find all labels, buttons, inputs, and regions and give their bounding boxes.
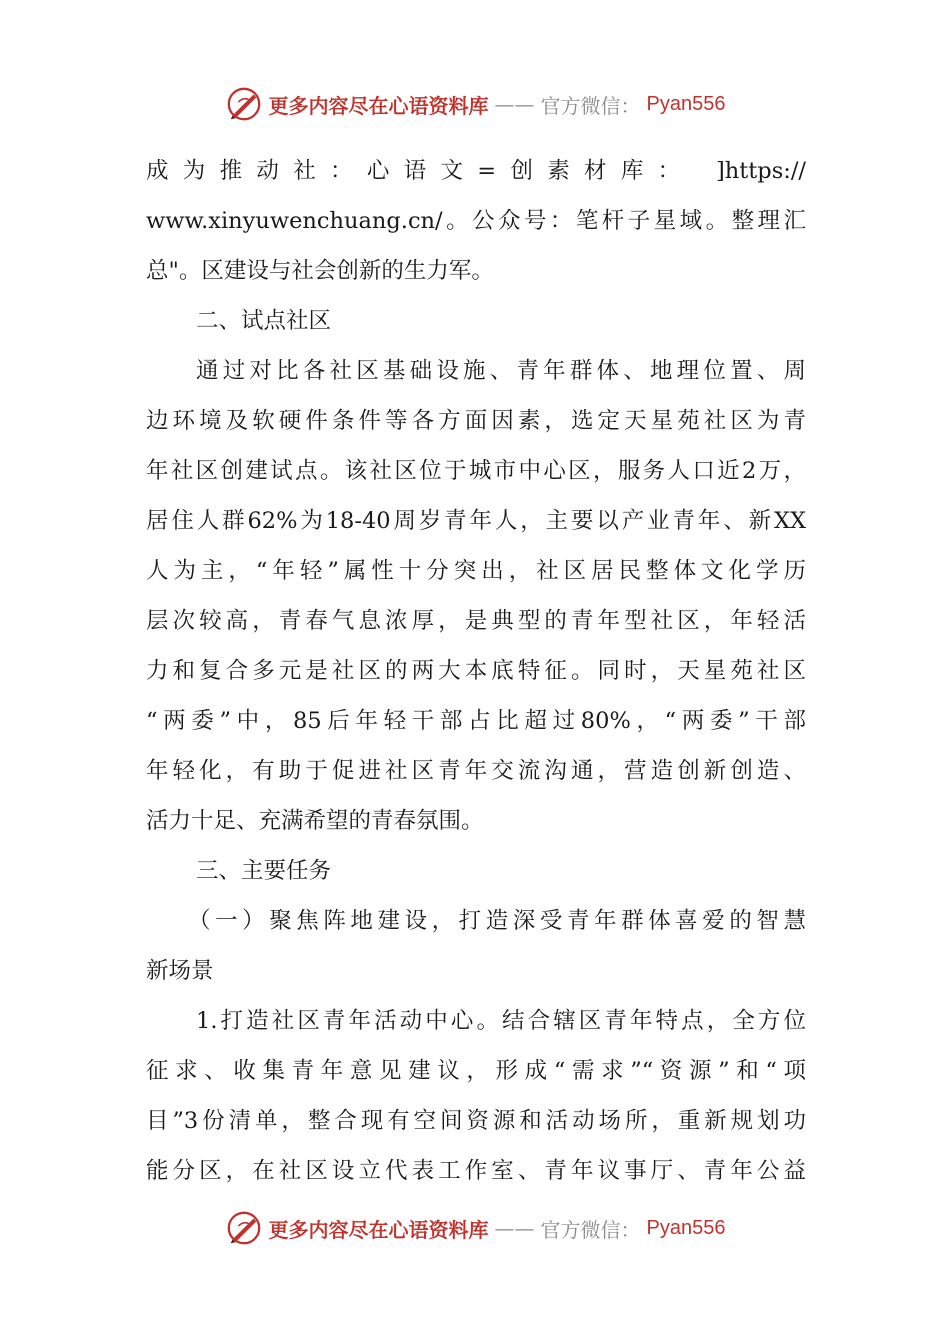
text-line: www.xinyuwenchuang.cn/。公众号：笔杆子星域。整理汇 (146, 208, 806, 234)
text-line: 居住人群62%为18-40周岁青年人，主要以产业青年、新XX (146, 508, 806, 534)
text-line: 边环境及软硬件条件等各方面因素，选定天星苑社区为青 (146, 408, 806, 434)
text-line: 能分区，在社区设立代表工作室、青年议事厅、青年公益 (146, 1158, 806, 1184)
text-line: 活力十足、充满希望的青春氛围。 (146, 808, 484, 834)
text-line: 通过对比各社区基础设施、青年群体、地理位置、周 (196, 358, 806, 384)
text-line: 年轻化，有助于促进社区青年交流沟通，营造创新创造、 (146, 758, 806, 784)
text-line: 层次较高，青春气息浓厚，是典型的青年型社区，年轻活 (146, 608, 806, 634)
watermark-dash: —— (494, 1216, 535, 1240)
text-line: 年社区创建试点。该社区位于城市中心区，服务人口近2万， (146, 458, 806, 484)
watermark-contact-id: Pyan556 (646, 92, 726, 115)
header-watermark (0, 84, 950, 124)
text-line: 征求、收集青年意见建议，形成“需求”“资源”和“项 (146, 1058, 806, 1084)
watermark-contact-label: 官方微信： (540, 93, 641, 118)
document-body (146, 146, 806, 1196)
text-line: 力和复合多元是社区的两大本底特征。同时，天星苑社区 (146, 658, 806, 684)
text-line: 1.打造社区青年活动中心。结合辖区青年特点，全方位 (196, 1008, 806, 1034)
text-line: 总"。区建设与社会创新的生力军。 (146, 258, 494, 284)
text-line: 人为主，“年轻”属性十分突出，社区居民整体文化学历 (146, 558, 806, 584)
pen-logo-icon (225, 1209, 263, 1247)
text-line: 成为推动社：心语文=创素材库： ]https:// (146, 158, 806, 184)
watermark-contact-label: 官方微信： (540, 1217, 641, 1242)
subsection-heading: 新场景 (146, 958, 214, 984)
subsection-heading: （一）聚焦阵地建设，打造深受青年群体喜爱的智慧 (188, 908, 806, 934)
text-line: “两委”中，85后年轻干部占比超过80%，“两委”干部 (146, 708, 806, 734)
watermark-dash: —— (494, 92, 535, 116)
watermark-contact-id: Pyan556 (646, 1216, 726, 1239)
pen-logo-icon (225, 85, 263, 123)
text-line: 目”3份清单，整合现有空间资源和活动场所，重新规划功 (146, 1108, 806, 1134)
section-heading: 二、试点社区 (196, 308, 332, 334)
watermark-text: 更多内容尽在心语资料库 (268, 93, 489, 118)
footer-watermark (0, 1208, 950, 1248)
watermark-text: 更多内容尽在心语资料库 (268, 1217, 489, 1242)
section-heading: 三、主要任务 (196, 858, 332, 884)
